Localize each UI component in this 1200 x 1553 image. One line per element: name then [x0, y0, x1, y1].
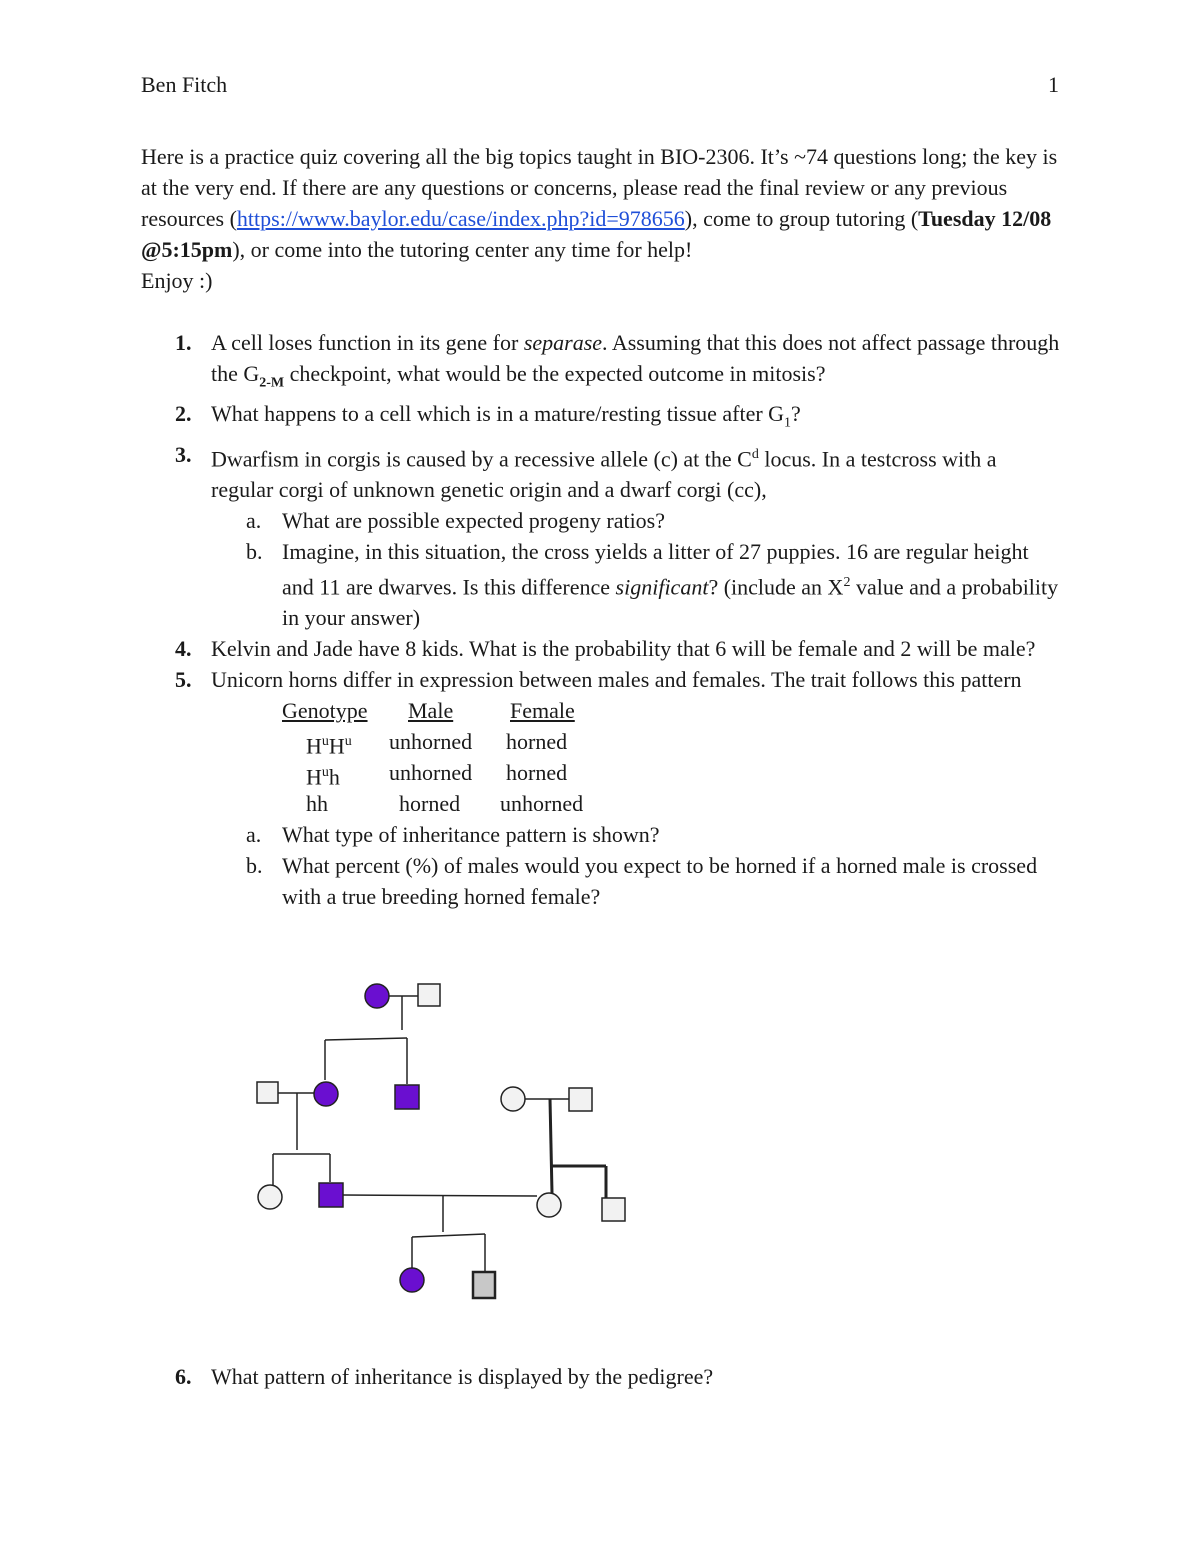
- q2-text-a: What happens to a cell which is in a mature/resting tissue after G: [211, 401, 785, 427]
- genotype-allele: h: [328, 764, 340, 790]
- q3b-italic: significant: [615, 574, 709, 600]
- genotype-sup: u: [344, 734, 352, 750]
- q5-text: Unicorn horns differ in expression between males and females. The trait follows this pattern: [211, 667, 1022, 693]
- descent-line: [550, 1099, 552, 1193]
- genotype-allele: H: [328, 733, 345, 759]
- table-cell-male: horned: [399, 791, 461, 817]
- unaffected-male-gen2: [257, 1082, 278, 1103]
- table-header-female: Female: [510, 698, 575, 724]
- q5b-text: What percent (%) of males would you expect to be horned if a horned male is crossed with a true breeding horned female?: [282, 853, 1038, 910]
- question-6-row: [141, 1361, 1061, 1392]
- sub-letter: a.: [246, 822, 262, 848]
- q3b-sup: 2: [843, 575, 851, 591]
- sub-letter: a.: [246, 508, 262, 534]
- affected-female-gen1: [365, 984, 389, 1008]
- unaffected-female-gen3: [258, 1185, 282, 1209]
- intro-part2: ), come to group tutoring (: [684, 206, 919, 231]
- question-number: 6.: [175, 1364, 192, 1389]
- unaffected-female-gen3-right: [537, 1193, 561, 1217]
- table-cell-male: unhorned: [389, 729, 473, 755]
- genotype-sup: u: [321, 765, 329, 781]
- table-header-male: Male: [408, 698, 454, 724]
- sibship-line: [325, 1038, 407, 1040]
- pedigree-lines: [273, 996, 606, 1272]
- question-number: 1.: [175, 330, 192, 355]
- table-cell-male: unhorned: [389, 760, 473, 786]
- affected-male-gen3: [319, 1183, 343, 1207]
- carrier-male-gen4: [473, 1272, 495, 1298]
- table-cell-female: unhorned: [500, 791, 584, 817]
- question-6: [141, 1361, 1061, 1392]
- q1-subscript: 2-M: [259, 375, 285, 391]
- genotype-allele: H: [306, 733, 322, 759]
- header-page-number: 1: [1048, 72, 1059, 97]
- q2-text-b: ?: [791, 401, 801, 427]
- header-author: Ben Fitch: [141, 72, 228, 97]
- sub-letter: b.: [246, 539, 263, 565]
- intro-part3: ), or come into the tutoring center any time for help!: [232, 237, 693, 262]
- table-header-genotype: Genotype: [282, 698, 368, 724]
- q3-superscript: d: [751, 446, 759, 462]
- q3a-text: What are possible expected progeny ratios?: [282, 508, 666, 534]
- intro-part1: Here is a practice quiz covering all the big topics taught in BIO-2306. It’s ~74 questions long; the key is at the very end. If there are any questions or concerns, please read the final review or any previous resources (: [141, 144, 1058, 231]
- q3b-text-a: Imagine, in this situation, the cross yields a litter of 27 puppies. 16 are regular height and 11 are dwarves. Is this difference: [282, 539, 1029, 600]
- mating-line: [343, 1195, 537, 1196]
- q1-text-a: A cell loses function in its gene for: [211, 330, 524, 355]
- q5a-text: What type of inheritance pattern is shown?: [282, 822, 660, 848]
- affected-male-gen2: [395, 1085, 419, 1109]
- q3b-text-c: value and a probability in your answer): [282, 574, 1059, 631]
- q1-text-c: checkpoint, what would be the expected outcome in mitosis?: [284, 361, 826, 386]
- table-cell-genotype: hh: [306, 791, 328, 817]
- sibship-line: [412, 1234, 485, 1237]
- resources-link[interactable]: https://www.baylor.edu/case/index.php?id=978656: [236, 206, 685, 231]
- question-number: 4.: [175, 636, 192, 662]
- q6-text: What pattern of inheritance is displayed by the pedigree?: [211, 1364, 714, 1389]
- affected-female-gen4: [400, 1268, 424, 1292]
- table-cell-female: horned: [506, 729, 568, 755]
- sub-letter: b.: [246, 853, 263, 879]
- affected-female-gen2: [314, 1082, 338, 1106]
- question-number: 2.: [175, 401, 192, 427]
- question-number: 5.: [175, 667, 192, 693]
- genotype-allele: H: [306, 764, 322, 790]
- unaffected-female-gen2: [501, 1087, 525, 1111]
- q1-italic: separase: [523, 330, 603, 355]
- unaffected-male-gen2-right: [569, 1088, 592, 1111]
- unaffected-male-gen1: [418, 984, 440, 1006]
- tutoring-time: Tuesday 12/08 @5:15pm: [141, 206, 1052, 262]
- unaffected-male-gen3-right: [602, 1198, 625, 1221]
- q2-subscript: 1: [784, 415, 792, 431]
- intro-enjoy: Enjoy :): [141, 268, 213, 293]
- question-number: 3.: [175, 441, 192, 467]
- q4-text: Kelvin and Jade have 8 kids. What is the probability that 6 will be female and 2 will be male?: [211, 636, 1036, 662]
- genotype-sup: u: [321, 734, 329, 750]
- q3-text-a: Dwarfism in corgis is caused by a recessive allele (c) at the C: [211, 446, 752, 472]
- table-cell-female: horned: [506, 760, 568, 786]
- q3b-text-b: ? (include an X: [708, 574, 844, 600]
- q1-text-b: . Assuming that this does not affect passage through the G: [211, 330, 1060, 386]
- q3-text-b: locus. In a testcross with a regular corgi of unknown genetic origin and a dwarf corgi (cc),: [211, 446, 997, 503]
